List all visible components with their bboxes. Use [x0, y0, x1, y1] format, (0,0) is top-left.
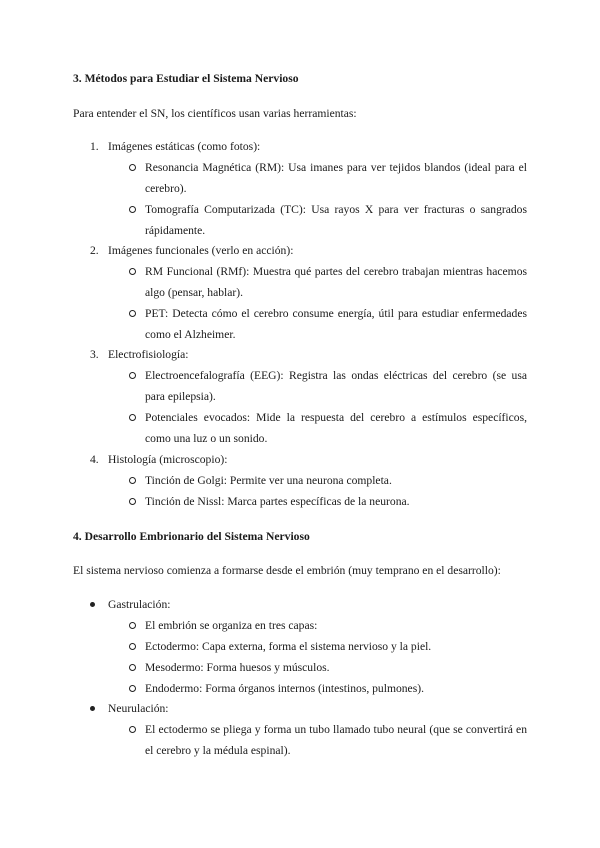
sub-item: Potenciales evocados: Mide la respuesta del cerebro a estímulos específicos, como una luz o un sonido.: [145, 411, 527, 445]
section-3-intro: Para entender el SN, los científicos usan varias herramientas:: [73, 107, 357, 120]
circle-bullet-icon: [129, 643, 136, 650]
sub-item: Tinción de Nissl: Marca partes específicas de la neurona.: [145, 495, 410, 508]
sub-item: RM Funcional (RMf): Muestra qué partes del cerebro trabajan mientras hacemos algo (pensar, hablar).: [145, 265, 527, 299]
disc-bullet-icon: [90, 706, 95, 711]
circle-bullet-icon: [129, 477, 136, 484]
list-item-label: Electrofisiología:: [108, 348, 189, 361]
list-item-label: Imágenes funcionales (verlo en acción):: [108, 244, 294, 257]
circle-bullet-icon: [129, 726, 136, 733]
sub-item: El ectodermo se pliega y forma un tubo llamado tubo neural (que se convertirá en el cerebro y la médula espinal).: [145, 723, 527, 757]
list-item-label: Gastrulación:: [108, 598, 171, 611]
circle-bullet-icon: [129, 414, 136, 421]
circle-bullet-icon: [129, 310, 136, 317]
sub-item: Resonancia Magnética (RM): Usa imanes para ver tejidos blandos (ideal para el cerebro).: [145, 161, 527, 195]
sub-item: Mesodermo: Forma huesos y músculos.: [145, 661, 330, 674]
circle-bullet-icon: [129, 498, 136, 505]
section-4-heading: 4. Desarrollo Embrionario del Sistema Nervioso: [73, 530, 310, 543]
list-number: 2.: [90, 244, 99, 257]
circle-bullet-icon: [129, 622, 136, 629]
list-item-label: Histología (microscopio):: [108, 453, 228, 466]
list-item-label: Imágenes estáticas (como fotos):: [108, 140, 261, 153]
sub-item: Endodermo: Forma órganos internos (intestinos, pulmones).: [145, 682, 424, 695]
circle-bullet-icon: [129, 164, 136, 171]
circle-bullet-icon: [129, 268, 136, 275]
circle-bullet-icon: [129, 372, 136, 379]
circle-bullet-icon: [129, 664, 136, 671]
sub-item: PET: Detecta cómo el cerebro consume energía, útil para estudiar enfermedades como el Alzheimer.: [145, 307, 527, 341]
sub-item: Electroencefalografía (EEG): Registra las ondas eléctricas del cerebro (se usa para epilepsia).: [145, 369, 527, 403]
sub-item: Tomografía Computarizada (TC): Usa rayos X para ver fracturas o sangrados rápidamente.: [145, 203, 527, 237]
sub-item: Ectodermo: Capa externa, forma el sistema nervioso y la piel.: [145, 640, 432, 653]
sub-item: El embrión se organiza en tres capas:: [145, 619, 318, 632]
list-number: 4.: [90, 453, 99, 466]
circle-bullet-icon: [129, 206, 136, 213]
disc-bullet-icon: [90, 602, 95, 607]
sub-item: Tinción de Golgi: Permite ver una neurona completa.: [145, 474, 392, 487]
section-3-heading: 3. Métodos para Estudiar el Sistema Nervioso: [73, 72, 299, 85]
circle-bullet-icon: [129, 685, 136, 692]
list-number: 3.: [90, 348, 99, 361]
list-item-label: Neurulación:: [108, 702, 169, 715]
section-4-intro: El sistema nervioso comienza a formarse desde el embrión (muy temprano en el desarrollo):: [73, 564, 501, 577]
list-number: 1.: [90, 140, 99, 153]
